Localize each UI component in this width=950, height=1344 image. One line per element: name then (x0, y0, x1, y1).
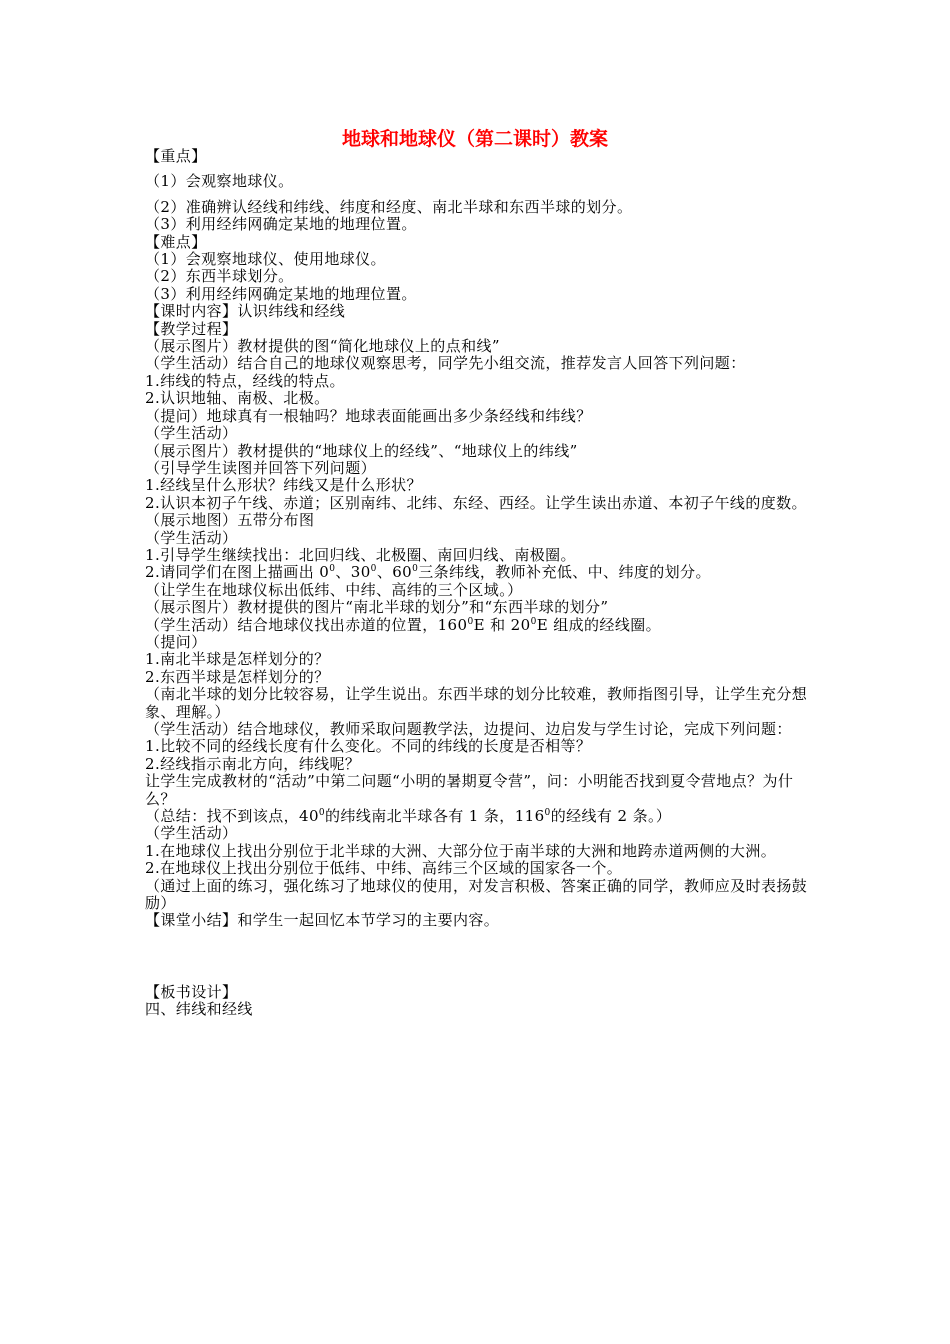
section-heading-board-design: 【板书设计】 (145, 982, 238, 1001)
text-line: （3）利用经纬网确定某地的地理位置。 (145, 284, 417, 303)
text-line: 2.认识本初子午线、赤道；区别南纬、北纬、东经、西经。让学生读出赤道、本初子午线的度数。 (145, 493, 807, 512)
text-line: （学生活动）结合自己的地球仪观察思考，同学先小组交流，推荐发言人回答下列问题： (145, 354, 746, 373)
text-line: 2.经线指示南北方向，纬线呢？ (145, 754, 361, 773)
text-line: 2.认识地轴、南极、北极。 (145, 389, 330, 408)
text-line: （学生活动） (145, 424, 238, 443)
text-line: （展示图片）教材提供的图“简化地球仪上的点和线” (145, 337, 500, 356)
section-heading-teaching-process: 【教学过程】 (145, 319, 238, 338)
text-line-with-degrees: （总结：找不到该点，$40^0$的纬线南北半球各有 1 条，$116^0$的经线有 2 条。） (145, 807, 672, 826)
text-line: 1.纬线的特点，经线的特点。 (145, 371, 345, 390)
text-line: 2.在地球仪上找出分别位于低纬、中纬、高纬三个区域的国家各一个。 (145, 859, 623, 878)
section-heading-lesson-content: 【课时内容】认识纬线和经线 (145, 302, 346, 321)
section-heading-difficulties: 【难点】 (145, 232, 207, 251)
text-line: 让学生完成教材的“活动”中第二问题“小明的暑期夏令营”，问：小明能否找到夏令营地点？为什么？ (145, 772, 794, 808)
text-line: （通过上面的练习，强化练习了地球仪的使用，对发言积极、答案正确的同学，教师应及时表扬鼓励） (145, 876, 808, 913)
text-line: （展示图片）教材提供的“地球仪上的经线”、“地球仪上的纬线” (145, 441, 578, 460)
text-line: （南北半球的划分比较容易，让学生说出。东西半球的划分比较难，教师指图引导，让学生充分想象、理解。） (145, 685, 808, 721)
text-line-with-degrees: （学生活动）结合地球仪找出赤道的位置，$160^0E$ 和 $20^0E$ 组成的经线圈。 (145, 615, 662, 634)
text-line: （提问） (145, 632, 207, 651)
text-line: 1.在地球仪上找出分别位于北半球的大洲、大部分位于南半球的大洲和地跨赤道两侧的大洲。 (145, 841, 777, 860)
text-line: （让学生在地球仪标出低纬、中纬、高纬的三个区域。） (145, 580, 523, 599)
text-line: （1）会观察地球仪、使用地球仪。 (145, 250, 386, 269)
text-line: （1）会观察地球仪。 (145, 172, 294, 191)
text-line: 1.经线呈什么形状？纬线又是什么形状？ (145, 476, 422, 495)
text-line: （学生活动） (145, 528, 238, 547)
text-line: （3）利用经纬网确定某地的地理位置。 (145, 215, 417, 234)
document-body (145, 148, 810, 1019)
text-line: （学生活动） (145, 824, 238, 843)
text-line: （提问）地球真有一根轴吗？地球表面能画出多少条经线和纬线？ (145, 406, 592, 425)
text-line: （展示地图）五带分布图 (145, 511, 315, 530)
text-line: 1.南北半球是怎样划分的？ (145, 650, 330, 669)
document-title: 地球和地球仪（第二课时）教案 (341, 128, 608, 150)
section-heading-key-points: 【重点】 (145, 147, 207, 165)
text-line-with-degrees: 2.请同学们在图上描画出 $0^0$、$30^0$、$60^0$三条纬线，教师补充低、中、纬度的划分。 (145, 563, 711, 582)
text-line: （展示图片）教材提供的图片“南北半球的划分”和“东西半球的划分” (145, 598, 609, 617)
text-line: （2）东西半球划分。 (145, 267, 294, 286)
text-line: 1.比较不同的经线长度有什么变化。不同的纬线的长度是否相等？ (145, 737, 592, 756)
text-line: （学生活动）结合地球仪，教师采取问题教学法，边提问、边启发与学生讨论，完成下列问题： (145, 720, 792, 738)
text-line: 1.引导学生继续找出：北回归线、北极圈、南回归线、南极圈。 (145, 545, 576, 564)
text-line: 四、纬线和经线 (145, 1000, 253, 1019)
section-heading-summary: 【课堂小结】和学生一起回忆本节学习的主要内容。 (145, 911, 500, 930)
text-line: （2）准确辨认经线和纬线、纬度和经度、南北半球和东西半球的划分。 (145, 197, 633, 216)
text-line: （引导学生读图并回答下列问题） (145, 458, 377, 477)
text-line: 2.东西半球是怎样划分的？ (145, 667, 330, 686)
